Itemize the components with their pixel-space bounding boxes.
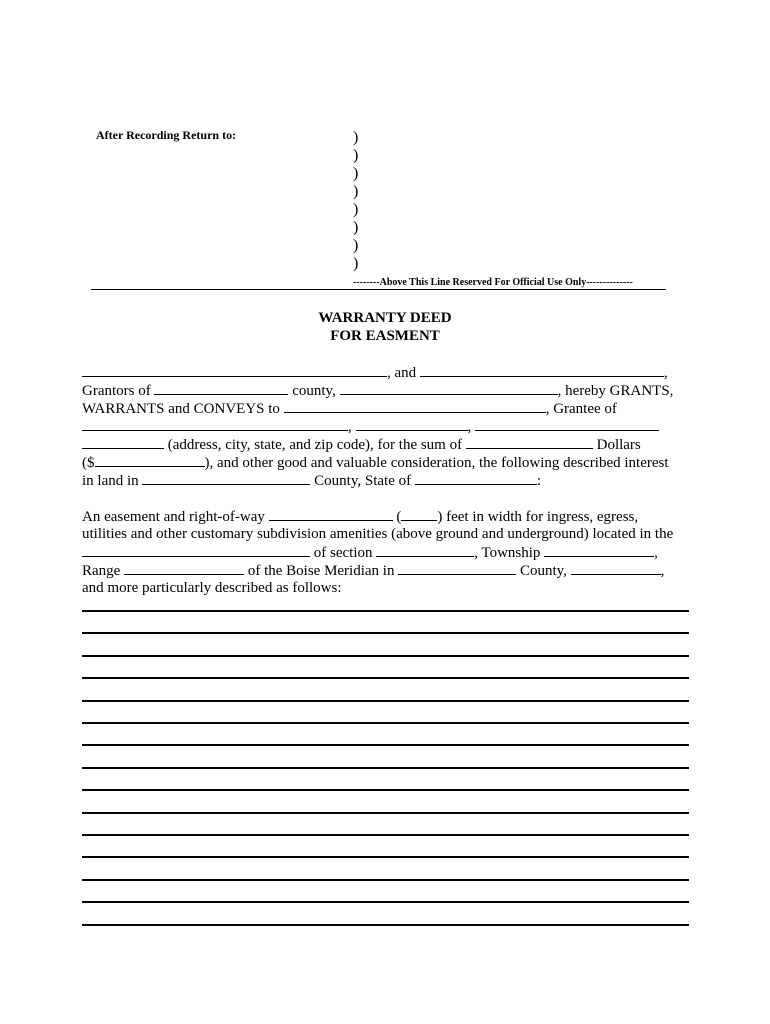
easement-width-words-blank[interactable] (269, 507, 393, 521)
paren: ) (353, 129, 359, 146)
paren: ) (353, 147, 359, 164)
recording-return-label: After Recording Return to: (96, 128, 237, 142)
section-number-blank[interactable] (376, 543, 474, 557)
official-use-notice: --------Above This Line Reserved For Official Use Only-------------- (353, 277, 633, 288)
consideration-amount-line: ($ ), and other good and valuable consideration, the following described interest (82, 455, 669, 471)
paren: ) (353, 219, 359, 236)
description-line[interactable] (82, 700, 689, 702)
grantor-line-2: Grantors of county, , hereby GRANTS, (82, 383, 674, 399)
grantee-zip-blank[interactable] (82, 435, 164, 449)
meridian-state-blank[interactable] (571, 561, 661, 575)
description-line[interactable] (82, 610, 689, 612)
deed-subtitle: FOR EASMENT (330, 328, 440, 344)
paren: ) (353, 201, 359, 218)
paren: ) (353, 237, 359, 254)
description-line[interactable] (82, 632, 689, 634)
land-location-line: in land in County, State of : (82, 473, 542, 489)
grantee-name-blank[interactable] (284, 399, 546, 413)
grantee-city-blank[interactable] (356, 417, 468, 431)
grantee-address-line: , , (82, 417, 659, 436)
easement-line-4: Range of the Boise Meridian in County, , (82, 563, 665, 579)
easement-line-5: and more particularly described as follows: (82, 580, 342, 596)
official-use-divider (91, 289, 666, 290)
description-line[interactable] (82, 856, 689, 858)
description-line[interactable] (82, 744, 689, 746)
description-line[interactable] (82, 901, 689, 903)
description-line[interactable] (82, 677, 689, 679)
grantee-address-blank[interactable] (82, 417, 348, 431)
easement-line-1: An easement and right-of-way ( ) feet in width for ingress, egress, (82, 509, 639, 525)
easement-width-number-blank[interactable] (401, 507, 437, 521)
grantor-state-blank[interactable] (340, 381, 558, 395)
grantee-state-zip-blank[interactable] (475, 417, 659, 431)
range-blank[interactable] (124, 561, 244, 575)
grantee-line: WARRANTS and CONVEYS to , Grantee of (82, 401, 617, 417)
description-line[interactable] (82, 879, 689, 881)
paren: ) (353, 255, 359, 272)
description-line[interactable] (82, 812, 689, 814)
description-line[interactable] (82, 722, 689, 724)
paren: ) (353, 183, 359, 200)
meridian-county-blank[interactable] (398, 561, 516, 575)
description-line[interactable] (82, 655, 689, 657)
consideration-line: (address, city, state, and zip code), for the sum of Dollars (82, 435, 641, 454)
grantor-name-blank[interactable] (82, 363, 387, 377)
description-line[interactable] (82, 834, 689, 836)
paren: ) (353, 165, 359, 182)
quarter-section-blank[interactable] (82, 543, 310, 557)
easement-line-2: utilities and other customary subdivision amenities (above ground and underground) located in the (82, 526, 674, 542)
description-line[interactable] (82, 767, 689, 769)
sum-amount-blank[interactable] (95, 453, 205, 467)
return-address-bracket (353, 129, 358, 273)
township-blank[interactable] (544, 543, 654, 557)
land-state-blank[interactable] (415, 471, 537, 485)
sum-words-blank[interactable] (466, 435, 593, 449)
description-line[interactable] (82, 924, 689, 926)
grantor-county-blank[interactable] (154, 381, 288, 395)
description-line[interactable] (82, 789, 689, 791)
grantor-line-1: , and , (82, 363, 668, 382)
grantor-name-blank-2[interactable] (420, 363, 664, 377)
land-county-blank[interactable] (142, 471, 310, 485)
deed-title: WARRANTY DEED (318, 310, 452, 326)
easement-line-3: of section , Township , (82, 543, 658, 562)
